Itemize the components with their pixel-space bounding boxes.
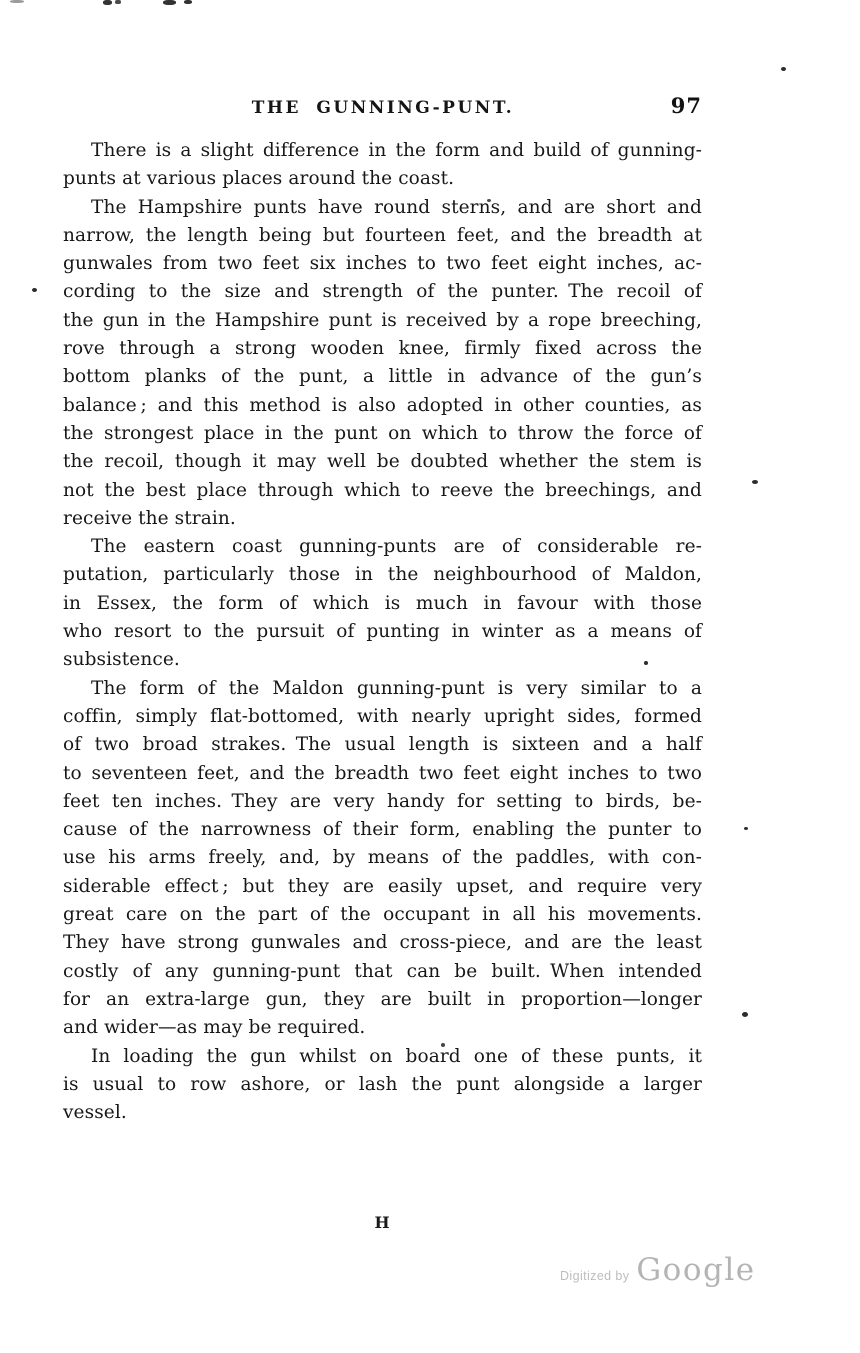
text-line: The Hampshire punts have round sterns, and are short and [91,196,702,218]
text-line: great care on the part of the occupant in all his movements. [63,904,702,926]
text-line: not the best place through which to reeve the breechings, and [63,479,702,501]
text-line: the strongest place in the punt on which to throw the force of [63,422,702,444]
text-line: gunwales from two feet six inches to two feet eight inches, ac- [63,253,702,275]
google-watermark [560,1252,756,1288]
scan-artifact [115,0,121,4]
scan-speck [742,1012,748,1017]
text-line: who resort to the pursuit of punting in winter as a means of [63,621,702,643]
text-line: feet ten inches. They are very handy for setting to birds, be- [63,790,702,812]
text-line: The form of the Maldon gunning-punt is very similar to a [91,677,702,699]
google-logo: Google [636,1252,756,1288]
text-line: narrow, the length being but fourteen feet, and the breadth at [63,224,702,246]
text-line: costly of any gunning-punt that can be built. When intended [63,960,702,982]
text-line: cording to the size and strength of the punter. The recoil of [63,281,702,303]
paragraph [63,137,702,194]
text-block [63,137,702,1127]
scan-speck [752,480,758,484]
text-line: rove through a strong wooden knee, firmly fixed across the [63,338,702,360]
text-line: siderable effect ; but they are easily upset, and require very [63,875,702,897]
text-line: vessel. [63,1102,127,1124]
digitized-by-label: Digitized by [560,1269,630,1283]
text-line: In loading the gun whilst on board one of these punts, it [91,1045,702,1067]
scan-artifact [103,0,112,5]
text-line: bottom planks of the punt, a little in advance of the gun’s [63,366,702,388]
text-line: is usual to row ashore, or lash the punt alongside a larger [63,1073,702,1095]
running-title: THE GUNNING-PUNT. [251,98,515,118]
text-line: and wider—as may be required. [63,1017,366,1039]
text-line: of two broad strakes. The usual length is sixteen and a half [63,734,702,756]
text-line: the recoil, though it may well be doubted whether the stem is [63,451,702,473]
paragraph [63,1043,702,1128]
scan-artifact [10,0,24,3]
text-line: punts at various places around the coast. [63,168,455,190]
text-line: The eastern coast gunning-punts are of considerable re- [91,536,702,558]
text-line: the gun in the Hampshire punt is received by a rope breeching, [63,309,702,331]
text-line: receive the strain. [63,507,236,529]
paragraph [63,194,702,534]
text-line: for an extra-large gun, they are built in proportion—longer [63,988,702,1010]
text-line: cause of the narrowness of their form, enabling the punter to [63,819,702,841]
text-line: They have strong gunwales and cross-piece, and are the least [63,932,702,954]
text-line: to seventeen feet, and the breadth two feet eight inches to two [63,762,702,784]
scan-speck [781,67,786,71]
scan-speck [32,288,37,292]
text-line: putation, particularly those in the neighbourhood of Maldon, [63,564,702,586]
paragraph [63,675,702,1043]
text-line: use his arms freely, and, by means of the paddles, with con- [63,847,702,869]
text-line: There is a slight difference in the form and build of gunning- [91,140,702,161]
page-number: 97 [670,93,702,118]
scan-artifact [184,0,192,4]
text-line: in Essex, the form of which is much in favour with those [63,592,702,614]
scan-artifact [163,0,176,5]
signature-mark: H [374,1213,391,1232]
paragraph [63,533,702,674]
scan-speck [744,827,748,830]
text-line: balance ; and this method is also adopted in other counties, as [63,394,702,416]
page-header [64,93,702,122]
text-line: coffin, simply flat-bottomed, with nearly upright sides, formed [63,705,702,727]
text-line: subsistence. [63,649,180,671]
